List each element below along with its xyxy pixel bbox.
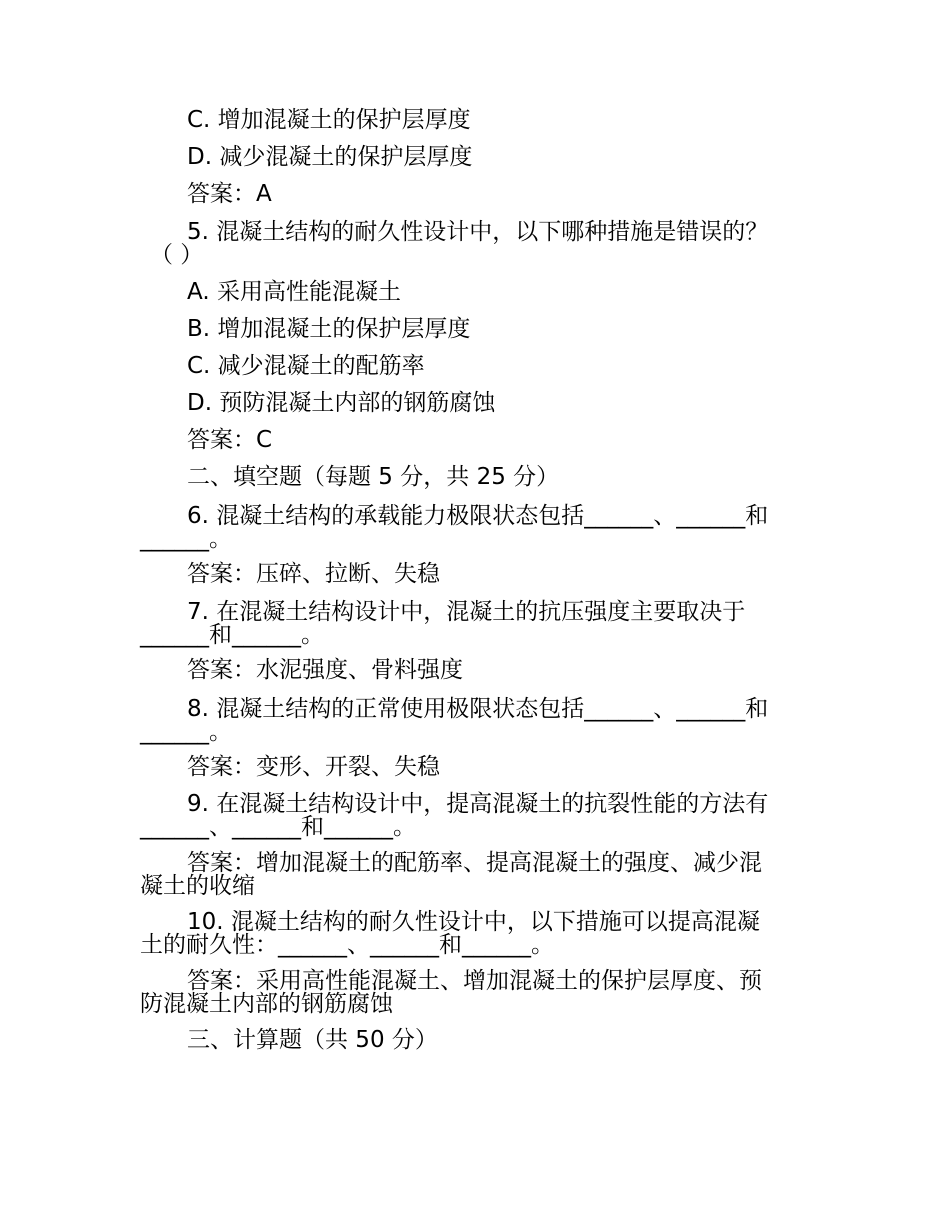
question-8-line: 8. 混凝土结构的正常使用极限状态包括______、______和 [187,696,769,722]
question-8-continuation: ______。 [140,719,232,745]
answer-line: 答案：水泥强度、骨料强度 [187,657,463,683]
section-heading: 三、计算题（共 50 分） [187,1027,438,1053]
option-d-line: D. 减少混凝土的保护层厚度 [187,144,473,170]
question-5-blank: （ ） [150,242,204,268]
answer-line: 答案：采用高性能混凝土、增加混凝土的保护层厚度、预 [187,968,762,994]
answer-line: 答案：增加混凝土的配筋率、提高混凝土的强度、减少混 [187,850,762,876]
answer-line: 答案：C [187,427,273,453]
question-9-line: 9. 在混凝土结构设计中，提高混凝土的抗裂性能的方法有 [187,791,769,817]
question-5-line: 5. 混凝土结构的耐久性设计中，以下哪种措施是错误的？ [187,219,769,245]
answer-continuation: 防混凝土内部的钢筋腐蚀 [140,991,393,1017]
option-a-line: A. 采用高性能混凝土 [187,279,401,305]
question-9-continuation: ______、______和______。 [140,814,416,840]
question-10-line: 10. 混凝土结构的耐久性设计中，以下措施可以提高混凝 [187,909,760,935]
question-6-continuation: ______。 [140,526,232,552]
question-7-continuation: ______和______。 [140,622,324,648]
question-10-continuation: 土的耐久性：______、______和______。 [140,932,554,958]
option-b-line: B. 增加混凝土的保护层厚度 [187,316,471,342]
question-6-line: 6. 混凝土结构的承载能力极限状态包括______、______和 [187,503,769,529]
answer-line: 答案：压碎、拉断、失稳 [187,561,440,587]
section-heading: 二、填空题（每题 5 分，共 25 分） [187,464,560,490]
option-c-line: C. 增加混凝土的保护层厚度 [187,107,471,133]
option-d-line: D. 预防混凝土内部的钢筋腐蚀 [187,390,496,416]
question-7-line: 7. 在混凝土结构设计中，混凝土的抗压强度主要取决于 [187,599,746,625]
option-c-line: C. 减少混凝土的配筋率 [187,353,425,379]
answer-line: 答案：A [187,181,272,207]
answer-line: 答案：变形、开裂、失稳 [187,754,440,780]
answer-continuation: 凝土的收缩 [140,873,255,899]
